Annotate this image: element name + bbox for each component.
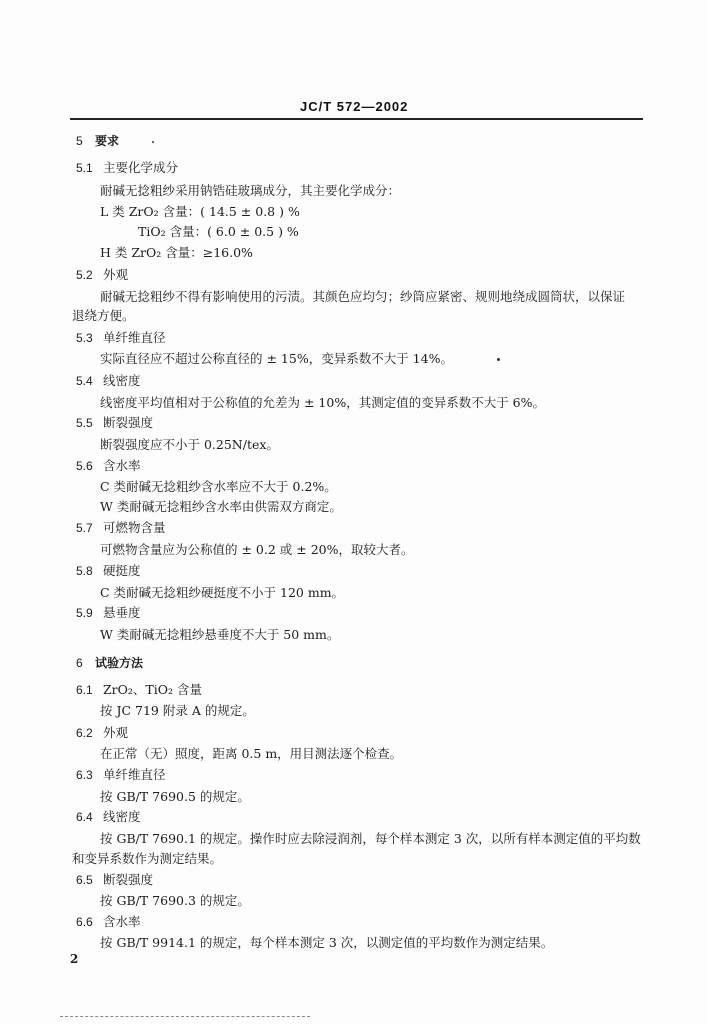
paragraph-line: C 类耐碱无捻粗纱含水率应不大于 0.2%。 [100,479,337,494]
paragraph-line: 按 GB/T 9914.1 的规定，每个样本测定 3 次，以测定值的平均数作为测定结果。 [100,935,554,950]
section-heading: 要求 [95,134,120,148]
clause-heading: 含水率 [103,914,141,929]
standard-code: JC/T 572—2002 [300,99,409,114]
scan-edge-rule [60,1016,310,1017]
paragraph-line: H 类 ZrO₂ 含量：≥16.0% [100,245,253,260]
paragraph-line: 按 JC 719 附录 A 的规定。 [100,703,255,718]
paragraph-line: 退绕方便。 [72,308,135,323]
clause-number: 5.5 [76,416,93,430]
paragraph-line: 线密度平均值相对于公称值的允差为 ± 10%，其测定值的变异系数不大于 6%。 [100,395,546,410]
clause-number: 5.2 [76,268,93,282]
paragraph-line: 断裂强度应不小于 0.25N/tex。 [100,437,279,452]
clause-heading: 外观 [103,725,129,740]
clause-heading: ZrO₂、TiO₂ 含量 [103,682,202,697]
paragraph-line: 耐碱无捻粗纱采用钠锆硅玻璃成分，其主要化学成分： [100,183,401,198]
scan-speck [152,141,154,143]
section-number: 5 [76,134,83,148]
paragraph-line: 按 GB/T 7690.1 的规定。操作时应去除浸润剂，每个样本测定 3 次，以所有样本测定值的平均数 [100,831,641,846]
paragraph-line: 在正常（无）照度，距离 0.5 m，用目测法逐个检查。 [100,746,403,761]
clause-heading: 断裂强度 [103,872,154,887]
paragraph-line: 按 GB/T 7690.5 的规定。 [100,789,250,804]
paragraph-line: L 类 ZrO₂ 含量：( 14.5 ± 0.8 ) % [100,204,300,219]
clause-number: 5.9 [76,606,93,620]
paragraph-line: C 类耐碱无捻粗纱硬挺度不小于 120 mm。 [100,585,345,600]
clause-number: 5.7 [76,521,93,535]
paragraph-line: 可燃物含量应为公称值的 ± 0.2 或 ± 20%，取较大者。 [100,542,414,557]
clause-number: 6.1 [76,683,93,697]
section-number: 6 [76,656,83,670]
clause-heading: 线密度 [103,373,141,388]
paragraph-line: 和变异系数作为测定结果。 [72,851,223,866]
paragraph-line: 实际直径应不超过公称直径的 ± 15%，变异系数不大于 14%。 [100,351,453,366]
paragraph-line: W 类耐碱无捻粗纱含水率由供需双方商定。 [100,499,342,514]
clause-number: 5.4 [76,374,93,388]
clause-number: 5.6 [76,459,93,473]
clause-number: 5.3 [76,331,93,345]
paragraph-line: 耐碱无捻粗纱不得有影响使用的污渍。其颜色应均匀；纱筒应紧密、规则地绕成圆筒状，以保证 [100,289,626,304]
clause-number: 5.1 [76,161,93,175]
clause-heading: 线密度 [103,809,141,824]
paragraph-line: TiO₂ 含量：( 6.0 ± 0.5 ) % [138,224,299,239]
clause-number: 6.2 [76,726,93,740]
clause-heading: 可燃物含量 [103,520,166,535]
header-rule [70,118,643,120]
clause-heading: 主要化学成分 [103,160,179,175]
clause-heading: 单纤维直径 [103,330,166,345]
clause-number: 5.8 [76,564,93,578]
clause-heading: 外观 [103,267,129,282]
clause-number: 6.6 [76,915,93,929]
clause-number: 6.5 [76,873,93,887]
clause-heading: 单纤维直径 [103,767,166,782]
clause-number: 6.4 [76,810,93,824]
paragraph-line: W 类耐碱无捻粗纱悬垂度不大于 50 mm。 [100,627,340,642]
section-heading: 试验方法 [95,656,144,670]
page-number: 2 [70,952,79,966]
scan-speck [497,358,500,361]
clause-heading: 悬垂度 [103,605,141,620]
clause-heading: 含水率 [103,458,141,473]
clause-number: 6.3 [76,768,93,782]
paragraph-line: 按 GB/T 7690.3 的规定。 [100,893,250,908]
clause-heading: 硬挺度 [103,563,141,578]
clause-heading: 断裂强度 [103,415,154,430]
